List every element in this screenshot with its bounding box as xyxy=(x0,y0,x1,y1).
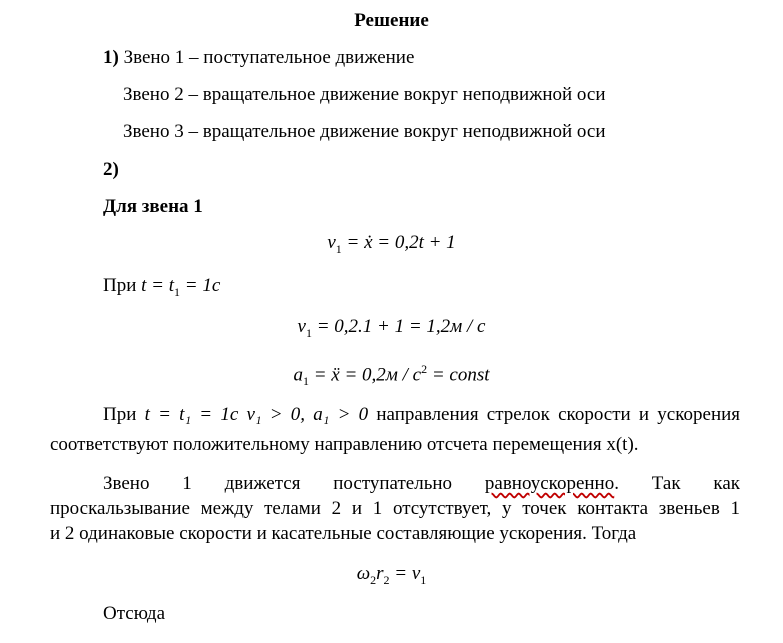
eq4-r-sub: 2 xyxy=(383,572,390,587)
equation-acceleration xyxy=(0,362,783,389)
at-expr: t = t xyxy=(141,275,175,296)
link-3-motion: Звено 3 – вращательное движение вокруг неподвижной оси xyxy=(123,121,606,142)
eq2-lhs: v xyxy=(297,316,306,337)
link-2-motion: Звено 2 – вращательное движение вокруг неподвижной оси xyxy=(123,84,606,105)
para-2-line-2: проскальзывание между телами 2 и 1 отсутствует, у точек контакта звеньев 1 xyxy=(50,498,740,519)
eq4-r: r xyxy=(376,563,384,584)
at-time-line xyxy=(103,275,220,299)
eq4-rest: = v xyxy=(389,563,421,584)
eq4-v-sub: 1 xyxy=(420,572,427,587)
eq3-lhs: a xyxy=(293,364,303,386)
para2-l1a: Звено 1 движется поступательно xyxy=(103,473,453,494)
eq3-rest: = const xyxy=(427,364,490,386)
eq3-sub: 1 xyxy=(302,374,309,389)
eq2-sub: 1 xyxy=(305,325,312,340)
para1-lead: При xyxy=(103,404,137,425)
eq4-omega-sub: 2 xyxy=(370,572,377,587)
equation-velocity-value xyxy=(0,316,783,340)
at-sub: 1 xyxy=(174,284,181,299)
page-title: Решение xyxy=(354,10,429,31)
para1-condition: t = t₁ = 1c v₁ > 0, a₁ > 0 xyxy=(144,404,369,425)
at-label: При xyxy=(103,275,137,296)
at-rest: = 1c xyxy=(180,275,221,296)
item-1-line-1 xyxy=(103,47,414,70)
eq3-mid: = ẍ = 0,2м / с xyxy=(308,364,422,386)
para2-l1b: равноускоренно xyxy=(484,473,615,494)
otsyuda: Отсюда xyxy=(103,603,166,624)
para-1-line-2: соответствуют положительному направлению отсчета перемещения x(t). xyxy=(50,434,639,455)
para-2-line-3: и 2 одинаковые скорости и касательные составляющие ускорения. Тогда xyxy=(50,523,637,544)
eq1-lhs: v xyxy=(327,232,336,253)
eq2-rest: = 0,2.1 + 1 = 1,2м / с xyxy=(311,316,486,337)
link-1-motion: Звено 1 – поступательное движение xyxy=(123,47,415,68)
link-1-heading: Для звена 1 xyxy=(103,196,203,217)
para1-text1: направления стрелок скорости и ускорения xyxy=(376,404,741,425)
item-2-number: 2) xyxy=(103,159,119,180)
para-2-line-1 xyxy=(103,473,740,496)
equation-omega xyxy=(0,563,783,587)
para-1-line-1 xyxy=(103,404,740,427)
eq1-rest: = ẋ = 0,2t + 1 xyxy=(341,232,456,253)
para2-l1c: . Так как xyxy=(614,473,741,494)
eq4-omega: ω xyxy=(356,563,371,584)
eq3-sup: 2 xyxy=(421,362,428,376)
item-1-number: 1) xyxy=(103,47,119,68)
eq1-sub: 1 xyxy=(335,241,342,256)
equation-velocity xyxy=(0,232,783,256)
